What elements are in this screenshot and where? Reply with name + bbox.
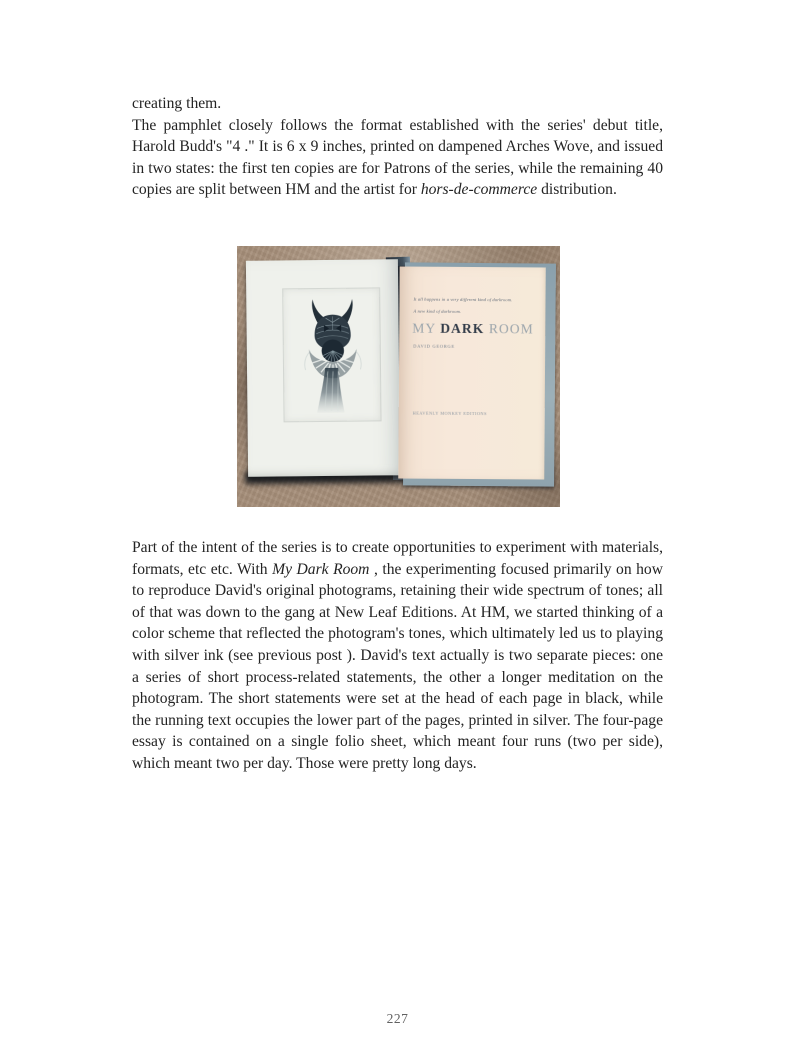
continuation-text: creating them. [132,95,222,112]
continuation-line [132,93,663,115]
top-text-block [132,93,663,201]
book-title-word-room: ROOM [488,321,534,337]
book-photo [237,246,560,507]
book-left-page [246,259,400,477]
epigraph-line-2: A new kind of darkroom. [413,308,462,314]
paragraph-2-text-after: , the experimenting focused primarily on how to reproduce David's original photograms, retaining their wide spectrum of tones; all of that was down to the gang at New Leaf Editions. At HM, we started thinking of a color scheme that reflected the photogram's tones, which ultimately led us to playing with silver ink (see previous post ). David's text actually is two separate pieces: one a series of short process-related statements, the other a longer meditation on the photogram. The short statements were set at the head of each page in black, while the running text occupies the lower part of the pages, printed in silver. The four-page essay is contained on a single folio sheet, which meant four runs (two per side), which meant two per day. Those were pretty long days. [132,560,663,772]
plate-mark [282,287,381,422]
book-title-word-dark: DARK [440,320,485,337]
book-title [412,321,534,338]
epigraph-line-1: It all happens in a very different kind of darkroom. [413,296,513,303]
book-author: DAVID GEORGE [413,343,455,349]
owl-photogram-icon [289,292,376,419]
paragraph-1 [132,115,663,201]
page-number: 227 [386,1011,409,1026]
paragraph-2-text-before: Part of the intent of the series is to create opportunities to experiment with materials, formats, etc etc. With [132,539,663,578]
book-title-word-my: MY [412,320,436,336]
book-right-page [398,266,545,479]
paragraph-2 [132,537,663,775]
book-imprint: HEAVENLY MONKEY EDITIONS [412,410,487,417]
paragraph-1-text-after: distribution. [537,181,617,199]
paragraph-1-italic-phrase: hors-de-commerce [420,181,538,199]
paragraph-1-text-before: The pamphlet closely follows the format established with the series' debut title, Harold Budd's "4 ." It is 6 x 9 inches, printed on dampened Arches Wove, and issued in two states: the first ten copies are for Patrons of the series, while the remaining 40 copies are split between HM and the artist for [132,116,663,199]
bottom-text-block [132,537,663,775]
paragraph-2-italic-phrase: My Dark Room [272,560,370,578]
